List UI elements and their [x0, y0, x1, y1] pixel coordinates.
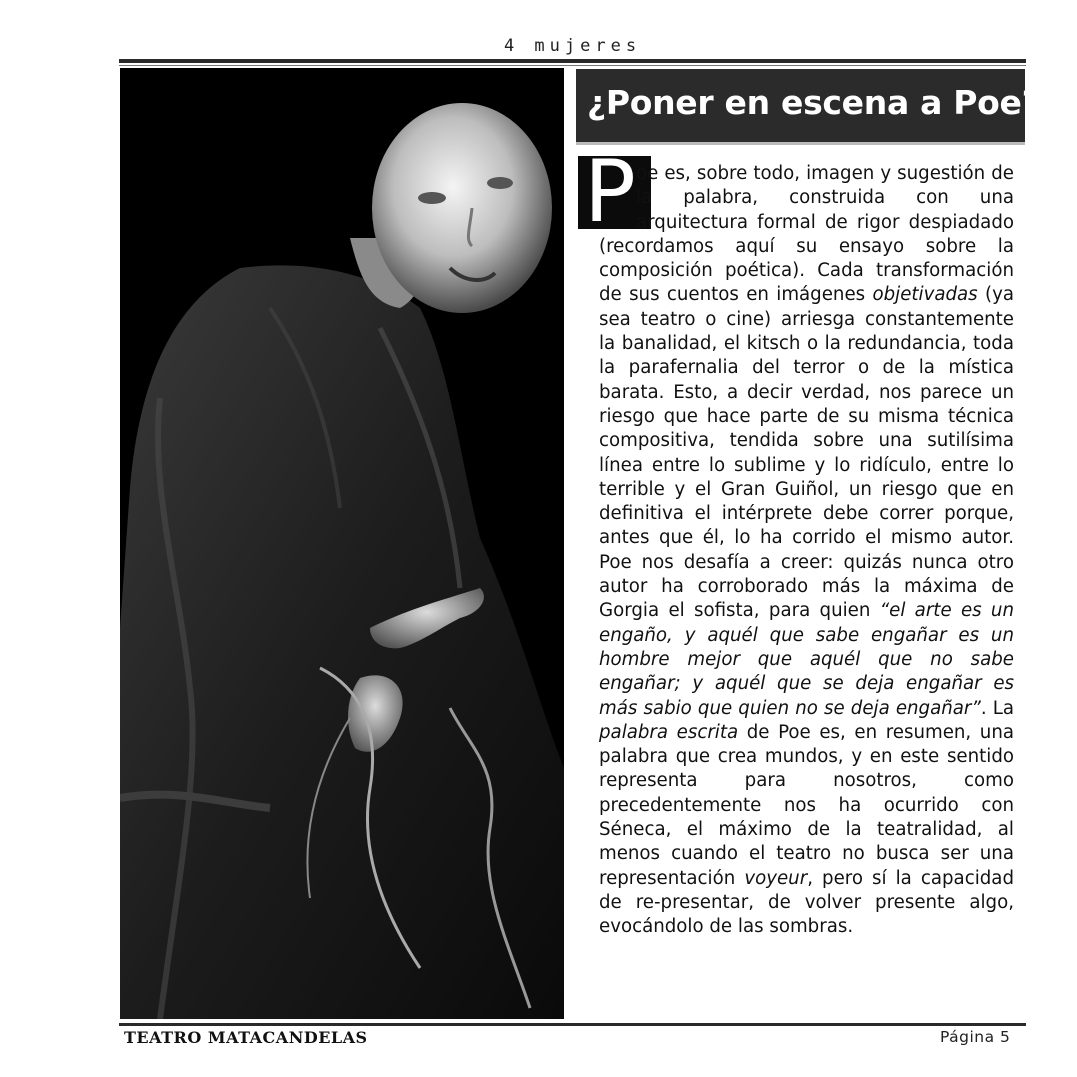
page-header-title: 4 mujeres — [503, 36, 642, 56]
body-run-italic: objetivadas — [872, 284, 978, 306]
body-run: , pero sí la capacidad de re-presentar, de volver presente algo, evocándolo de las sombras. — [599, 867, 1014, 938]
dropcap-letter: P — [584, 142, 636, 242]
article-title: ¿Poner en escena a Poe? — [587, 83, 1041, 122]
actor-photo — [120, 68, 564, 1019]
body-run-italic: voyeur — [744, 867, 808, 889]
footer-page-number: Página 5 — [940, 1028, 1011, 1046]
footer-publication: TEATRO MATACANDELAS — [124, 1028, 368, 1047]
bottom-rule — [119, 1023, 1026, 1026]
body-run-italic: palabra escrita — [599, 721, 739, 743]
top-rule-thin — [119, 65, 1026, 66]
top-rule — [119, 59, 1026, 63]
article-body — [599, 162, 1014, 940]
article-title-box — [576, 69, 1041, 145]
dropcap-spacer — [578, 162, 636, 234]
body-run: (ya sea teatro o cine) arriesga constantemente la banalidad, el kitsch o la redundancia, toda la parafernalia del terror o de la mística barata. Esto, a decir verdad, nos parece un riesgo que hace parte de su misma técnica compositiva, tendida sobre una sutilísima línea entre lo sublime y lo ridículo, entre lo terrible y el Gran Guiñol, un riesgo que en definitiva el intérprete debe correr porque, antes que él, lo ha corrido el mismo autor. Poe nos desafía a creer: quizás nunca otro autor ha corroborado más la máxima de Gorgia el sofista, para quien — [599, 284, 1015, 622]
body-run: de Poe es, en resumen, una palabra que crea mundos, y en este sentido representa para nosotros, como precedentemente nos ha ocurrido con Séneca, el máximo de la teatralidad, al menos cuando el teatro no busca ser una representación — [599, 721, 1015, 889]
body-run-italic: “el arte es un engaño, y aquél que sabe engañar es un hombre mejor que aquél que no sabe engañar; y aquél que se deja engañar es más sabio que quien no se deja engañar” — [599, 600, 1014, 719]
body-run: oe es, sobre todo, imagen y sugestión de la palabra, construida con una arquitectura formal de rigor despiadado (recordamos aquí su ensayo sobre la composición poética). Cada transformación de sus cuentos en imágenes — [599, 163, 1014, 306]
body-run: . La — [980, 697, 1014, 719]
